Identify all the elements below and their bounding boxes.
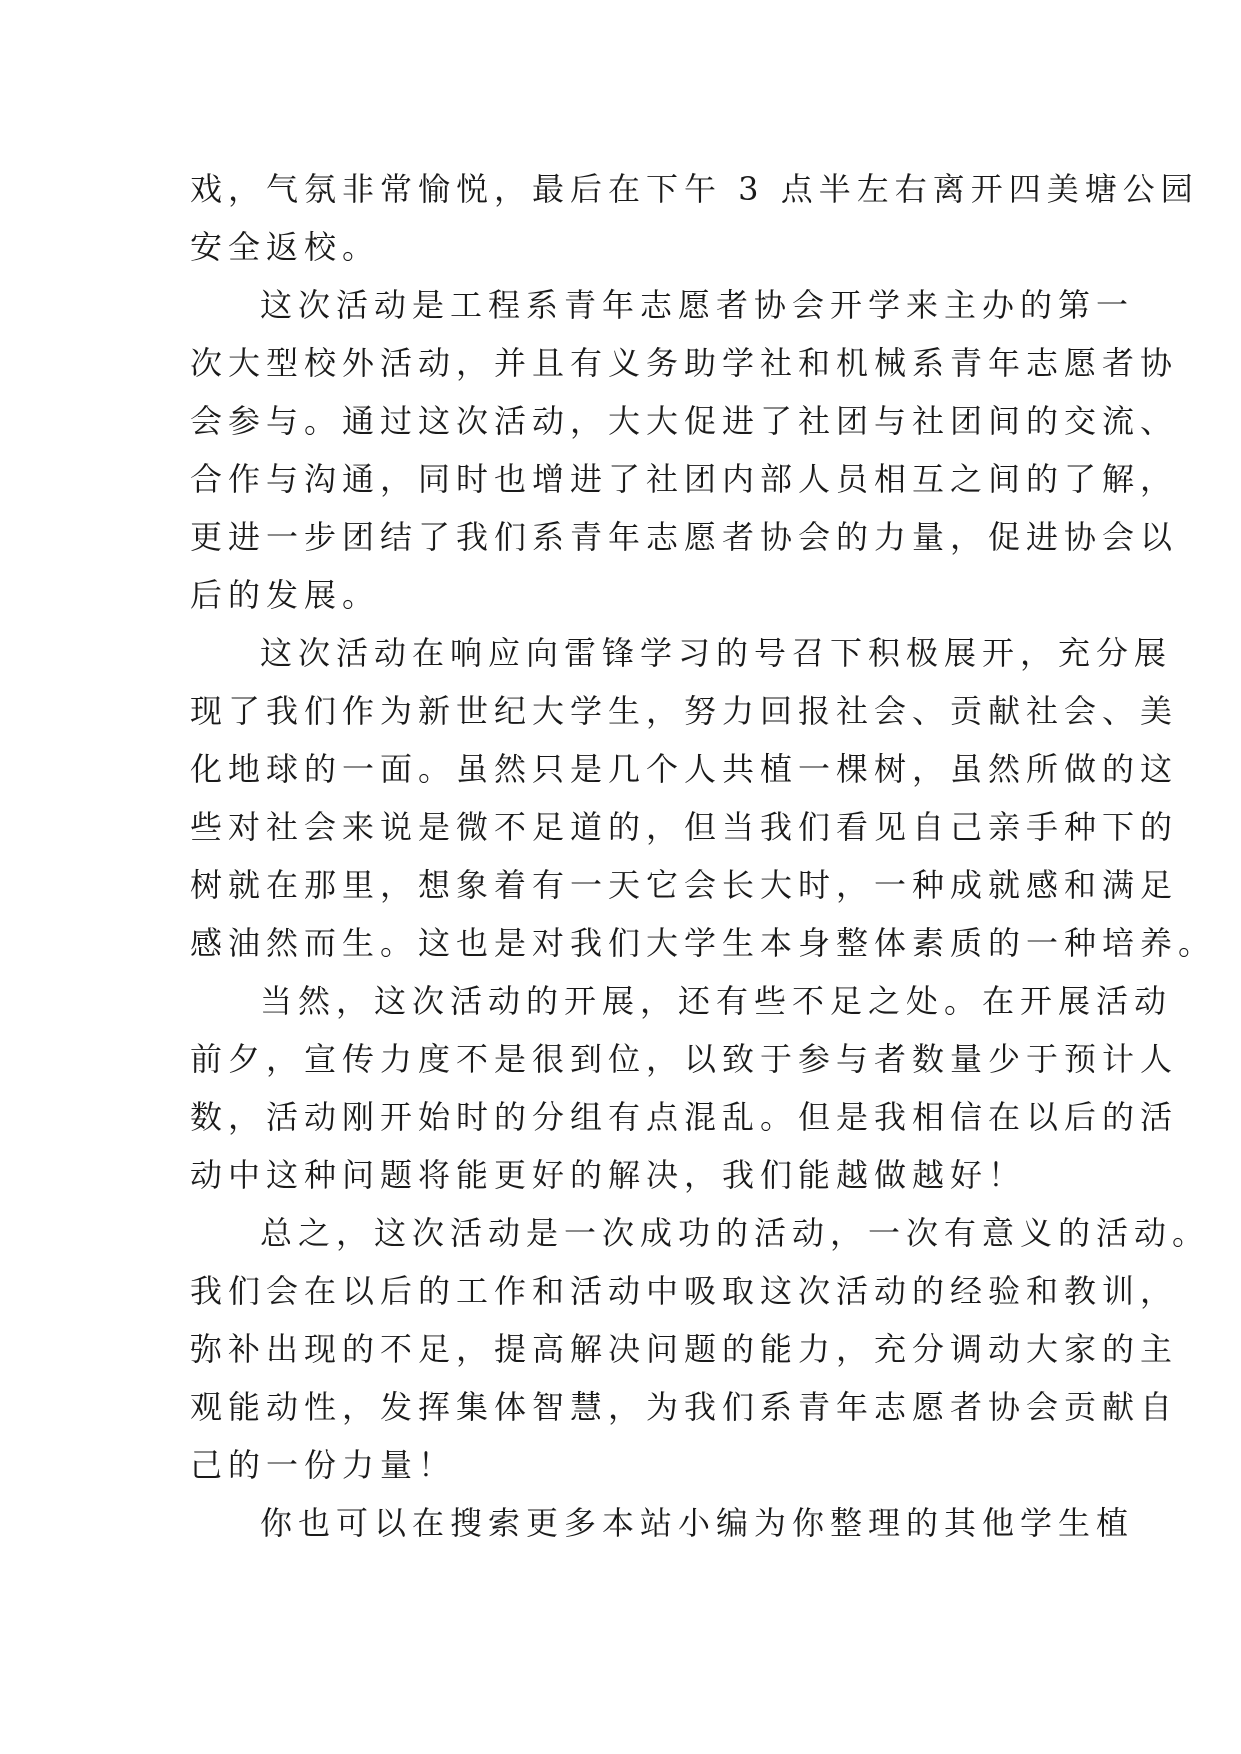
text-line: 你也可以在搜索更多本站小编为你整理的其他学生植 (260, 1504, 1135, 1542)
text-line: 这次活动是工程系青年志愿者协会开学来主办的第一 (260, 286, 1135, 324)
text-line: 合作与沟通，同时也增进了社团内部人员相互之间的了解， (190, 460, 1179, 498)
text-line: 现了我们作为新世纪大学生，努力回报社会、贡献社会、美 (190, 692, 1179, 730)
text-line: 更进一步团结了我们系青年志愿者协会的力量，促进协会以 (190, 518, 1179, 556)
text-line: 总之，这次活动是一次成功的活动，一次有意义的活动。 (260, 1214, 1211, 1252)
text-line: 后的发展。 (190, 576, 381, 614)
text-line: 前夕，宣传力度不是很到位，以致于参与者数量少于预计人 (190, 1040, 1179, 1078)
text-line: 当然，这次活动的开展，还有些不足之处。在开展活动 (260, 982, 1173, 1020)
text-line: 树就在那里，想象着有一天它会长大时，一种成就感和满足 (190, 866, 1179, 904)
text-line: 己的一份力量！ (190, 1446, 457, 1484)
text-line: 数，活动刚开始时的分组有点混乱。但是我相信在以后的活 (190, 1098, 1179, 1136)
text-line: 我们会在以后的工作和活动中吸取这次活动的经验和教训， (190, 1272, 1179, 1310)
text-line: 化地球的一面。虽然只是几个人共植一棵树，虽然所做的这 (190, 750, 1179, 788)
text-line: 会参与。通过这次活动，大大促进了社团与社团间的交流、 (190, 402, 1179, 440)
text-line: 安全返校。 (190, 228, 381, 266)
document-body (190, 160, 1217, 1552)
text-line: 动中这种问题将能更好的解决，我们能越做越好！ (190, 1156, 1027, 1194)
text-line: 感油然而生。这也是对我们大学生本身整体素质的一种培养。 (190, 924, 1217, 962)
paragraph (190, 160, 1199, 276)
text-line: 观能动性，发挥集体智慧，为我们系青年志愿者协会贡献自 (190, 1388, 1179, 1426)
text-line: 次大型校外活动，并且有义务助学社和机械系青年志愿者协 (190, 344, 1179, 382)
paragraph (190, 624, 1217, 972)
paragraph (190, 276, 1179, 624)
paragraph (190, 972, 1179, 1204)
paragraph (190, 1204, 1211, 1494)
text-line: 些对社会来说是微不足道的，但当我们看见自己亲手种下的 (190, 808, 1179, 846)
text-line: 戏，气氛非常愉悦，最后在下午 3 点半左右离开四美塘公园 (190, 170, 1199, 208)
paragraph (190, 1494, 1135, 1552)
text-line: 这次活动在响应向雷锋学习的号召下积极展开，充分展 (260, 634, 1173, 672)
text-line: 弥补出现的不足，提高解决问题的能力，充分调动大家的主 (190, 1330, 1179, 1368)
